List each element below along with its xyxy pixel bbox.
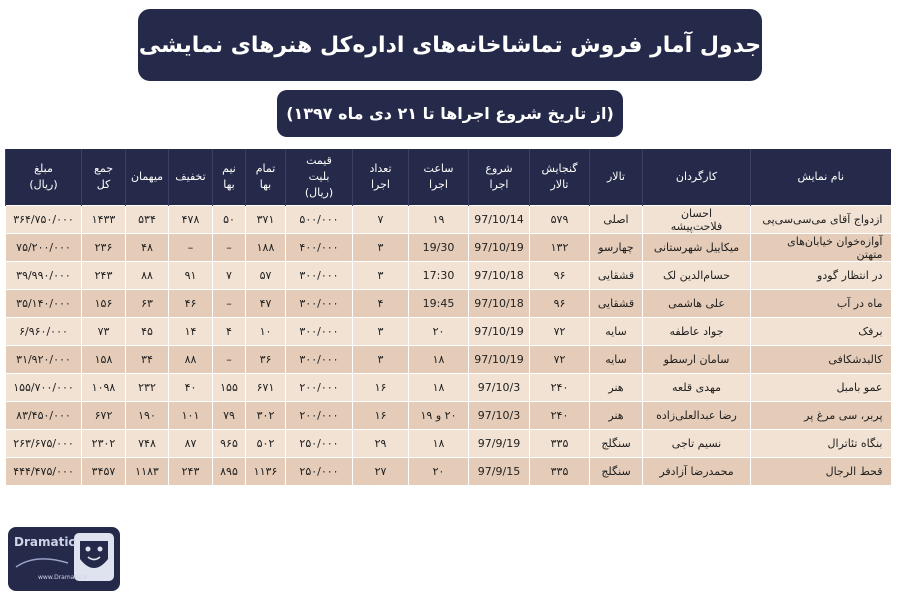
table-cell: 97/10/19	[469, 318, 530, 346]
table-cell: چهارسو	[590, 234, 643, 262]
table-cell: ۷۳	[82, 318, 126, 346]
page-title-text: جدول آمار فروش تماشاخانه‌های اداره‌کل هنرهای نمایشی	[138, 32, 762, 58]
table-cell: ۴۷	[246, 290, 286, 318]
table-cell: ماه در آب	[751, 290, 891, 318]
table-cell: 17:30	[409, 262, 469, 290]
table-cell: –	[213, 346, 246, 374]
column-header: نام نمایش	[751, 149, 891, 206]
table-cell: ۱۵۵	[213, 374, 246, 402]
table-cell: ۲۵۰/۰۰۰	[286, 430, 353, 458]
table-cell: ۲۴۳	[82, 262, 126, 290]
table-cell: ۷۲	[530, 346, 590, 374]
table-cell: ۲۳۶	[82, 234, 126, 262]
table-cell: قحط الرجال	[751, 458, 891, 486]
table-cell: علی هاشمی	[643, 290, 751, 318]
table-cell: ۱۰۹۸	[82, 374, 126, 402]
table-cell: ۸۸	[169, 346, 213, 374]
table-cell: ۳۷۱	[246, 206, 286, 234]
table-cell: 97/10/19	[469, 346, 530, 374]
table-cell: ۱۰	[246, 318, 286, 346]
table-cell: ۱۶	[353, 374, 409, 402]
table-cell: ۳۰۰/۰۰۰	[286, 318, 353, 346]
table-cell: ۱۵۶	[82, 290, 126, 318]
table-cell: 97/10/3	[469, 374, 530, 402]
table-cell: ۳۴۵۷	[82, 458, 126, 486]
date-range-subtitle	[277, 90, 623, 137]
table-cell: ۵۷۹	[530, 206, 590, 234]
table-cell: ۸۳/۴۵۰/۰۰۰	[6, 402, 82, 430]
table-cell: ۵۰	[213, 206, 246, 234]
table-cell: ۹۶	[530, 290, 590, 318]
table-cell: ۶۷۲	[82, 402, 126, 430]
table-cell: ۹۱	[169, 262, 213, 290]
table-cell: ۱۹۰	[126, 402, 169, 430]
table-cell: ۷	[353, 206, 409, 234]
table-cell: ۱۸	[409, 430, 469, 458]
table-cell: ۳۴	[126, 346, 169, 374]
column-header: قیمت بلیت (ریال)	[286, 149, 353, 206]
table-cell: ۴۵	[126, 318, 169, 346]
table-cell: ۳۹/۹۹۰/۰۰۰	[6, 262, 82, 290]
table-cell: ۹۶	[530, 262, 590, 290]
date-range-text: (از تاریخ شروع اجراها تا ۲۱ دی ماه ۱۳۹۷)	[286, 104, 614, 123]
table-cell: ۹۶۵	[213, 430, 246, 458]
table-cell: نسیم تاجی	[643, 430, 751, 458]
table-cell: جواد عاطفه	[643, 318, 751, 346]
table-cell: قشقایی	[590, 262, 643, 290]
table-cell: ۱۸۸	[246, 234, 286, 262]
table-cell: 97/10/3	[469, 402, 530, 430]
table-cell: ۸۹۵	[213, 458, 246, 486]
column-header: جمع کل	[82, 149, 126, 206]
table-cell: کالبدشکافی	[751, 346, 891, 374]
table-cell: 97/10/18	[469, 262, 530, 290]
table-row	[6, 402, 891, 430]
column-header: گنجایش تالار	[530, 149, 590, 206]
table-cell: ۳۶	[246, 346, 286, 374]
table-row	[6, 430, 891, 458]
table-cell: اصلی	[590, 206, 643, 234]
table-row	[6, 234, 891, 262]
table-cell: ۳۰۰/۰۰۰	[286, 290, 353, 318]
table-cell: ۴۷۸	[169, 206, 213, 234]
table-cell: ۵۳۴	[126, 206, 169, 234]
table-cell: سنگلج	[590, 430, 643, 458]
table-cell: ۱۸	[409, 374, 469, 402]
table-cell: –	[213, 234, 246, 262]
table-cell: ۶۳	[126, 290, 169, 318]
table-row	[6, 262, 891, 290]
table-cell: ۲۶۳/۶۷۵/۰۰۰	[6, 430, 82, 458]
table-cell: ۸۷	[169, 430, 213, 458]
table-cell: رضا عبدالعلی‌زاده	[643, 402, 751, 430]
table-cell: احسان فلاحت‌پیشه	[643, 206, 751, 234]
column-header: مبلغ (ریال)	[6, 149, 82, 206]
table-cell: ۸۸	[126, 262, 169, 290]
table-cell: ۱۴	[169, 318, 213, 346]
table-cell: ۲۵۰/۰۰۰	[286, 458, 353, 486]
table-cell: ۴۶	[169, 290, 213, 318]
table-cell: ۱۱۳۶	[246, 458, 286, 486]
column-header: میهمان	[126, 149, 169, 206]
table-cell: ۳۰۰/۰۰۰	[286, 262, 353, 290]
table-cell: میکاییل شهرستانی	[643, 234, 751, 262]
table-cell: ۳	[353, 346, 409, 374]
table-cell: ۵۰۰/۰۰۰	[286, 206, 353, 234]
table-cell: آوازه‌خوان خیابان‌های متهتن	[751, 234, 891, 262]
dramatic-logo	[8, 527, 120, 591]
table-cell: حسام‌الدین لک	[643, 262, 751, 290]
table-cell: ۵۷	[246, 262, 286, 290]
table-cell: بنگاه تئاترال	[751, 430, 891, 458]
column-header: ساعت اجرا	[409, 149, 469, 206]
column-header: تمام بها	[246, 149, 286, 206]
table-cell: محمدرضا آزادفر	[643, 458, 751, 486]
table-cell: ۱۶	[353, 402, 409, 430]
table-cell: ۳۳۵	[530, 430, 590, 458]
table-cell: 97/9/15	[469, 458, 530, 486]
table-cell: 97/10/18	[469, 290, 530, 318]
table-cell: ۱۰۱	[169, 402, 213, 430]
table-cell: ۳۰۲	[246, 402, 286, 430]
table-cell: هنر	[590, 374, 643, 402]
table-cell: عمو بامبل	[751, 374, 891, 402]
column-header: تالار	[590, 149, 643, 206]
sales-table-body	[6, 206, 891, 486]
table-cell: ۴۰	[169, 374, 213, 402]
table-cell: ۷	[213, 262, 246, 290]
sales-table-head	[6, 149, 891, 206]
table-cell: ۴	[353, 290, 409, 318]
table-row	[6, 374, 891, 402]
table-cell: ۷۲	[530, 318, 590, 346]
table-cell: 97/9/19	[469, 430, 530, 458]
table-cell: ۱۹	[409, 206, 469, 234]
table-cell: ۱۳۲	[530, 234, 590, 262]
table-cell: مهدی قلعه	[643, 374, 751, 402]
table-cell: ازدواج آقای می‌سی‌سی‌پی	[751, 206, 891, 234]
table-cell: ۷۵/۲۰۰/۰۰۰	[6, 234, 82, 262]
table-cell: 19/30	[409, 234, 469, 262]
table-cell: هنر	[590, 402, 643, 430]
table-cell: 19:45	[409, 290, 469, 318]
table-row	[6, 346, 891, 374]
table-cell: ۳۱/۹۲۰/۰۰۰	[6, 346, 82, 374]
table-cell: ۴۸	[126, 234, 169, 262]
table-cell: –	[213, 290, 246, 318]
table-cell: ۵۰۲	[246, 430, 286, 458]
table-cell: ۲۴۰	[530, 374, 590, 402]
table-cell: قشقایی	[590, 290, 643, 318]
table-cell: 97/10/14	[469, 206, 530, 234]
table-cell: ۳	[353, 234, 409, 262]
table-cell: ۱۴۳۳	[82, 206, 126, 234]
column-header: تعداد اجرا	[353, 149, 409, 206]
table-cell: ۶۷۱	[246, 374, 286, 402]
table-cell: در انتظار گودو	[751, 262, 891, 290]
table-cell: ۲۹	[353, 430, 409, 458]
table-cell: ۴۰۰/۰۰۰	[286, 234, 353, 262]
table-cell: ۲۴۳	[169, 458, 213, 486]
table-cell: ۳۵/۱۴۰/۰۰۰	[6, 290, 82, 318]
table-cell: سامان ارسطو	[643, 346, 751, 374]
table-cell: ۲۴۰	[530, 402, 590, 430]
table-cell: ۳۳۵	[530, 458, 590, 486]
table-row	[6, 206, 891, 234]
logo-url: www.Dramatic.ir	[38, 574, 88, 581]
header-row	[6, 149, 891, 206]
table-row	[6, 290, 891, 318]
table-cell: ۴۴۴/۴۷۵/۰۰۰	[6, 458, 82, 486]
table-cell: ۲۰۰/۰۰۰	[286, 402, 353, 430]
table-cell: ۳	[353, 318, 409, 346]
table-cell: پربر، سی مرغ پر	[751, 402, 891, 430]
table-cell: ۲۰	[409, 318, 469, 346]
table-cell: ۲۰۰/۰۰۰	[286, 374, 353, 402]
table-cell: سایه	[590, 346, 643, 374]
table-cell: ۱۵۸	[82, 346, 126, 374]
table-cell: ۶/۹۶۰/۰۰۰	[6, 318, 82, 346]
table-cell: ۳	[353, 262, 409, 290]
table-cell: ۷۴۸	[126, 430, 169, 458]
table-cell: ۲۷	[353, 458, 409, 486]
table-cell: سایه	[590, 318, 643, 346]
column-header: تخفیف	[169, 149, 213, 206]
table-cell: ۲۰	[409, 458, 469, 486]
logo-name: Dramatic	[14, 535, 76, 549]
column-header: کارگردان	[643, 149, 751, 206]
table-cell: ۷۹	[213, 402, 246, 430]
table-cell: ۱۱۸۳	[126, 458, 169, 486]
table-cell: ۲۳۲	[126, 374, 169, 402]
table-cell: سنگلج	[590, 458, 643, 486]
table-cell: ۱۵۵/۷۰۰/۰۰۰	[6, 374, 82, 402]
table-row	[6, 458, 891, 486]
table-cell: ۴	[213, 318, 246, 346]
table-cell: برفک	[751, 318, 891, 346]
page-title	[138, 9, 762, 81]
table-cell: –	[169, 234, 213, 262]
table-cell: ۳۰۰/۰۰۰	[286, 346, 353, 374]
table-cell: ۱۸	[409, 346, 469, 374]
table-cell: 97/10/19	[469, 234, 530, 262]
table-cell: ۲۰ و ۱۹	[409, 402, 469, 430]
table-cell: ۳۶۴/۷۵۰/۰۰۰	[6, 206, 82, 234]
sales-table	[5, 149, 891, 485]
column-header: نیم بها	[213, 149, 246, 206]
table-cell: ۲۳۰۲	[82, 430, 126, 458]
table-row	[6, 318, 891, 346]
column-header: شروع اجرا	[469, 149, 530, 206]
